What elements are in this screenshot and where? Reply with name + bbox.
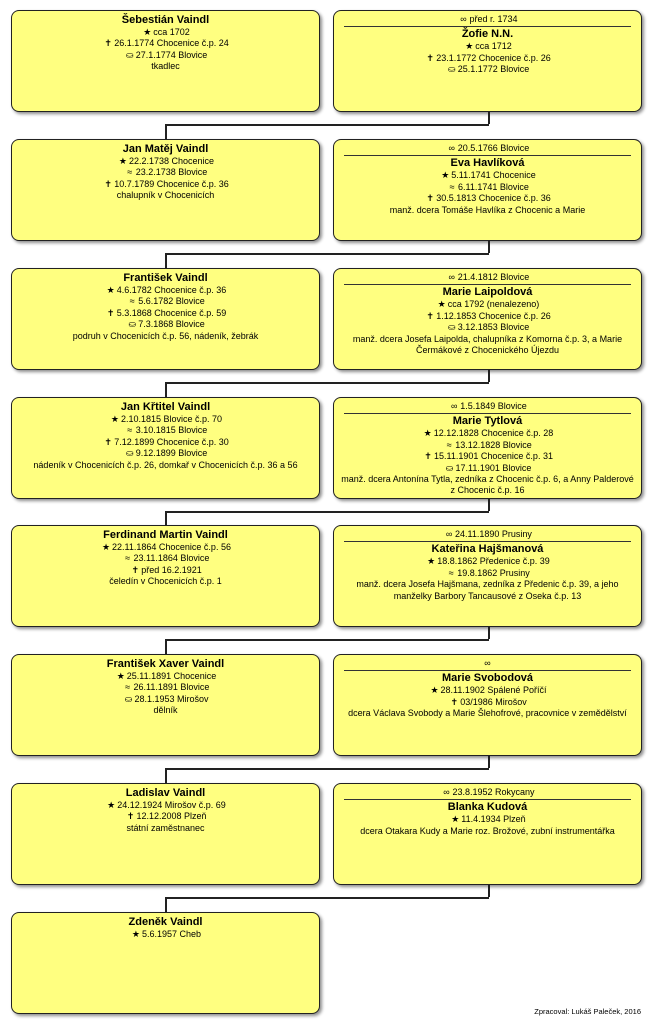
detail-text: 18.8.1862 Předenice č.p. 39 xyxy=(437,556,550,567)
person-name: Jan Křtitel Vaindl xyxy=(120,401,211,413)
person-name: Šebestián Vaindl xyxy=(121,14,210,26)
marriage-line xyxy=(344,14,631,27)
detail-text: čeledín v Chocenicích č.p. 1 xyxy=(109,576,222,587)
detail-line xyxy=(338,299,637,310)
detail-line xyxy=(16,437,315,448)
detail-text: 30.5.1813 Chocenice č.p. 36 xyxy=(436,193,551,204)
detail-text: 26.1.1774 Chocenice č.p. 24 xyxy=(114,38,229,49)
detail-text: dcera Václava Svobody a Marie Šlehofrové, pracovnice v zemědělství xyxy=(348,708,627,719)
detail-text: 5.6.1957 Cheb xyxy=(141,929,202,939)
detail-line xyxy=(338,440,637,451)
connector-line xyxy=(165,897,167,912)
detail-text: manž. dcera Antonína Tytla, zedníka z Chocenic č.p. 6, a Anny Palderové z Chocenic č.p. 16 xyxy=(341,474,634,496)
connector-line xyxy=(165,511,167,525)
detail-line xyxy=(338,685,637,696)
person-name: František Vaindl xyxy=(123,272,208,284)
spouse-box[interactable] xyxy=(333,783,642,885)
detail-text: 11.4.1934 Plzeň xyxy=(461,814,526,825)
burial-icon: ⛀ xyxy=(124,693,133,704)
baptism-icon: ≈ xyxy=(125,553,131,564)
marriage-icon: ∞ xyxy=(448,143,455,153)
spouse-name: Kateřina Hajšmanová xyxy=(431,543,544,556)
detail-text: podruh v Chocenicích č.p. 56, nádeník, žebrák xyxy=(72,330,259,341)
detail-line xyxy=(338,579,637,602)
connector-line xyxy=(488,756,490,768)
detail-text: 19.8.1862 Prusiny xyxy=(457,567,530,578)
detail-line xyxy=(16,565,315,576)
spouse-name: Marie Laipoldová xyxy=(442,286,533,299)
detail-text: 28.11.1902 Spálené Poříčí xyxy=(440,685,547,696)
born-icon: ★ xyxy=(110,414,119,424)
marriage-line xyxy=(344,529,631,542)
death-icon: ✝ xyxy=(426,310,434,321)
detail-line xyxy=(16,308,315,319)
detail-line xyxy=(338,697,637,708)
detail-line xyxy=(16,414,315,425)
born-icon: ★ xyxy=(101,542,111,552)
person-name: Jan Matěj Vaindl xyxy=(122,143,209,155)
marriage-date: 20.5.1766 Blovice xyxy=(457,143,530,153)
detail-text: manž. dcera Tomáše Havlíka z Chocenic a Marie xyxy=(389,204,586,215)
spouse-name: Žofie N.N. xyxy=(461,28,514,41)
born-icon: ★ xyxy=(116,671,125,681)
spouse-box[interactable] xyxy=(333,525,642,627)
marriage-icon: ∞ xyxy=(451,401,458,411)
detail-line xyxy=(338,53,637,64)
burial-icon: ⛀ xyxy=(447,64,456,75)
connector-line xyxy=(488,112,490,124)
death-icon: ✝ xyxy=(424,451,432,462)
spouse-box[interactable] xyxy=(333,654,642,756)
death-icon: ✝ xyxy=(126,811,135,822)
connector-line xyxy=(165,639,167,654)
detail-line xyxy=(338,814,637,825)
detail-line xyxy=(16,319,315,330)
detail-text: 23.1.1772 Chocenice č.p. 26 xyxy=(436,52,551,63)
detail-text: 3.10.1815 Blovice xyxy=(135,425,208,436)
born-icon: ★ xyxy=(106,285,115,295)
detail-line xyxy=(338,463,637,474)
marriage-icon: ∞ xyxy=(484,658,491,668)
connector-line xyxy=(165,253,489,255)
born-icon: ★ xyxy=(107,800,116,810)
person-box[interactable] xyxy=(11,397,320,499)
detail-text: 26.11.1891 Blovice xyxy=(133,682,210,693)
detail-text: dělník xyxy=(153,705,178,716)
detail-text: 25.1.1772 Blovice xyxy=(457,64,530,75)
detail-line xyxy=(16,425,315,436)
person-name: Ladislav Vaindl xyxy=(125,787,206,799)
connector-line xyxy=(165,639,489,641)
connector-line xyxy=(165,511,489,513)
born-icon: ★ xyxy=(437,299,446,310)
death-icon: ✝ xyxy=(426,52,434,63)
detail-line xyxy=(16,331,315,342)
baptism-icon: ≈ xyxy=(446,439,452,450)
connector-line xyxy=(165,768,489,770)
death-icon: ✝ xyxy=(131,564,139,575)
connector-line xyxy=(488,627,490,639)
detail-text: 5.3.1868 Chocenice č.p. 59 xyxy=(116,307,227,318)
death-icon: ✝ xyxy=(104,436,112,447)
death-icon: ✝ xyxy=(104,38,112,49)
detail-line xyxy=(338,334,637,357)
detail-text: 23.11.1864 Blovice xyxy=(133,553,210,564)
detail-text: 27.1.1774 Blovice xyxy=(135,49,208,60)
connector-line xyxy=(165,382,489,384)
detail-line xyxy=(16,800,315,811)
detail-line xyxy=(16,167,315,178)
detail-line xyxy=(338,64,637,75)
detail-line xyxy=(338,451,637,462)
detail-line xyxy=(16,38,315,49)
detail-line xyxy=(338,428,637,439)
detail-line xyxy=(16,179,315,190)
detail-line xyxy=(16,460,315,471)
spouse-name: Marie Tytlová xyxy=(452,415,523,428)
detail-text: státní zaměstnanec xyxy=(126,822,205,833)
marriage-icon: ∞ xyxy=(448,272,455,282)
detail-text: 4.6.1782 Chocenice č.p. 36 xyxy=(116,285,227,295)
detail-line xyxy=(338,41,637,52)
marriage-line xyxy=(344,401,631,414)
spouse-name: Blanka Kudová xyxy=(447,801,528,814)
connector-line xyxy=(165,382,167,397)
detail-line xyxy=(16,929,315,940)
detail-text: 25.11.1891 Chocenice xyxy=(126,671,217,681)
detail-text: 5.6.1782 Blovice xyxy=(138,296,205,307)
burial-icon: ⛀ xyxy=(128,319,136,330)
connector-line xyxy=(165,768,167,783)
detail-text: 17.11.1901 Blovice xyxy=(455,462,532,473)
marriage-date: 21.4.1812 Blovice xyxy=(457,272,530,282)
detail-text: 15.11.1901 Chocenice č.p. 31 xyxy=(434,451,553,462)
detail-line xyxy=(16,285,315,296)
born-icon: ★ xyxy=(143,27,152,37)
marriage-date: 23.8.1952 Rokycany xyxy=(452,787,535,797)
marriage-icon: ∞ xyxy=(460,14,467,24)
detail-text: cca 1712 xyxy=(475,41,512,52)
person-name: František Xaver Vaindl xyxy=(106,658,225,670)
detail-line xyxy=(16,542,315,553)
credit-note: Zpracoval: Lukáš Paleček, 2016 xyxy=(534,1007,641,1016)
person-box[interactable] xyxy=(11,268,320,370)
burial-icon: ⛀ xyxy=(447,322,456,333)
baptism-icon: ≈ xyxy=(125,682,131,693)
spouse-name: Eva Havlíková xyxy=(450,157,525,170)
spouse-box[interactable] xyxy=(333,10,642,112)
person-name: Ferdinand Martin Vaindl xyxy=(103,529,228,541)
death-icon: ✝ xyxy=(104,178,112,189)
detail-line xyxy=(16,190,315,201)
connector-line xyxy=(165,253,167,268)
detail-text: před 16.2.1921 xyxy=(141,564,202,575)
detail-text: 28.1.1953 Mirošov xyxy=(134,693,209,704)
detail-line xyxy=(338,311,637,322)
detail-line xyxy=(338,205,637,216)
burial-icon: ⛀ xyxy=(125,49,134,60)
spouse-name: Marie Svobodová xyxy=(441,672,534,685)
connector-line xyxy=(165,897,489,899)
marriage-line xyxy=(344,272,631,285)
born-icon: ★ xyxy=(465,41,474,52)
detail-text: 03/1986 Mirošov xyxy=(460,696,527,707)
detail-text: manž. dcera Josefa Hajšmana, zedníka z Předenic č.p. 39, a jeho manželky Barbory Tancausové z Oseka č.p. 13 xyxy=(356,579,619,601)
detail-line xyxy=(16,61,315,72)
detail-text: 6.11.1741 Blovice xyxy=(458,181,529,192)
spouse-box[interactable] xyxy=(333,139,642,241)
detail-line xyxy=(16,296,315,307)
detail-text: tkadlec xyxy=(151,61,180,72)
detail-line xyxy=(338,170,637,181)
detail-text: 9.12.1899 Blovice xyxy=(135,448,208,459)
detail-line xyxy=(16,694,315,705)
detail-line xyxy=(16,682,315,693)
marriage-date: 24.11.1890 Prusiny xyxy=(455,529,532,539)
detail-line xyxy=(338,474,637,497)
burial-icon: ⛀ xyxy=(125,448,134,459)
marriage-date: před r. 1734 xyxy=(469,14,518,24)
detail-text: dcera Otakara Kudy a Marie roz. Brožové, zubní instrumentářka xyxy=(360,825,615,836)
detail-line xyxy=(338,568,637,579)
detail-line xyxy=(16,823,315,834)
marriage-line xyxy=(344,143,631,156)
detail-line xyxy=(16,705,315,716)
spouse-box[interactable] xyxy=(333,397,642,499)
born-icon: ★ xyxy=(451,814,460,825)
person-name: Zdeněk Vaindl xyxy=(128,916,203,928)
baptism-icon: ≈ xyxy=(127,425,133,436)
detail-text: cca 1792 (nenalezeno) xyxy=(447,299,540,310)
detail-line xyxy=(16,27,315,38)
marriage-line xyxy=(344,658,631,671)
detail-line xyxy=(16,50,315,61)
detail-text: 5.11.1741 Chocenice xyxy=(451,170,536,181)
death-icon: ✝ xyxy=(106,307,115,318)
person-box[interactable] xyxy=(11,10,320,112)
spouse-box[interactable] xyxy=(333,268,642,370)
marriage-icon: ∞ xyxy=(443,787,450,797)
detail-line xyxy=(16,448,315,459)
born-icon: ★ xyxy=(131,929,140,939)
marriage-line xyxy=(344,787,631,800)
detail-line xyxy=(16,811,315,822)
baptism-icon: ≈ xyxy=(127,167,133,178)
born-icon: ★ xyxy=(427,556,436,567)
detail-line xyxy=(338,322,637,333)
baptism-icon: ≈ xyxy=(448,567,454,578)
detail-line xyxy=(338,826,637,837)
detail-text: 24.12.1924 Mirošov č.p. 69 xyxy=(117,800,226,810)
detail-text: nádeník v Chocenicích č.p. 26, domkař v Chocenicích č.p. 36 a 56 xyxy=(33,459,298,470)
connector-line xyxy=(488,241,490,253)
person-box[interactable] xyxy=(11,654,320,756)
baptism-icon: ≈ xyxy=(129,296,135,307)
connector-line xyxy=(488,885,490,897)
detail-text: 12.12.1828 Chocenice č.p. 28 xyxy=(433,428,554,439)
connector-line xyxy=(165,124,489,126)
death-icon: ✝ xyxy=(450,696,458,707)
detail-line xyxy=(338,556,637,567)
detail-text: manž. dcera Josefa Laipolda, chalupníka z Komorna č.p. 3, a Marie Čermákové z Chocenického Újezdu xyxy=(352,333,623,356)
born-icon: ★ xyxy=(430,685,439,696)
detail-text: 22.11.1864 Chocenice č.p. 56 xyxy=(112,542,231,552)
detail-line xyxy=(16,156,315,167)
detail-line xyxy=(16,553,315,564)
detail-line xyxy=(338,182,637,193)
detail-text: 13.12.1828 Blovice xyxy=(455,439,532,450)
detail-text: 22.2.1738 Chocenice xyxy=(128,156,215,166)
detail-line xyxy=(338,708,637,719)
born-icon: ★ xyxy=(441,170,450,181)
person-box[interactable] xyxy=(11,783,320,885)
marriage-icon: ∞ xyxy=(445,529,453,539)
burial-icon: ⛀ xyxy=(445,462,454,473)
connector-line xyxy=(165,124,167,139)
detail-text: 10.7.1789 Chocenice č.p. 36 xyxy=(114,178,229,189)
connector-line xyxy=(488,499,490,511)
person-box[interactable] xyxy=(11,525,320,627)
detail-text: 1.12.1853 Chocenice č.p. 26 xyxy=(436,310,551,321)
marriage-date: 1.5.1849 Blovice xyxy=(460,401,527,411)
detail-line xyxy=(16,671,315,682)
born-icon: ★ xyxy=(118,156,127,166)
detail-text: 23.2.1738 Blovice xyxy=(135,167,208,178)
detail-text: 2.10.1815 Blovice č.p. 70 xyxy=(120,414,223,424)
detail-text: 7.3.1868 Blovice xyxy=(138,319,205,330)
person-box[interactable] xyxy=(11,139,320,241)
detail-text: chalupník v Chocenicích xyxy=(116,190,215,201)
detail-line xyxy=(16,576,315,587)
detail-text: cca 1702 xyxy=(153,27,190,37)
detail-text: 7.12.1899 Chocenice č.p. 30 xyxy=(114,436,229,447)
death-icon: ✝ xyxy=(426,193,434,204)
born-icon: ★ xyxy=(423,428,432,439)
detail-text: 3.12.1853 Blovice xyxy=(457,322,530,333)
person-box[interactable] xyxy=(11,912,320,1014)
detail-text: 12.12.2008 Plzeň xyxy=(136,811,207,822)
connector-line xyxy=(488,370,490,382)
detail-line xyxy=(338,193,637,204)
baptism-icon: ≈ xyxy=(449,181,455,192)
